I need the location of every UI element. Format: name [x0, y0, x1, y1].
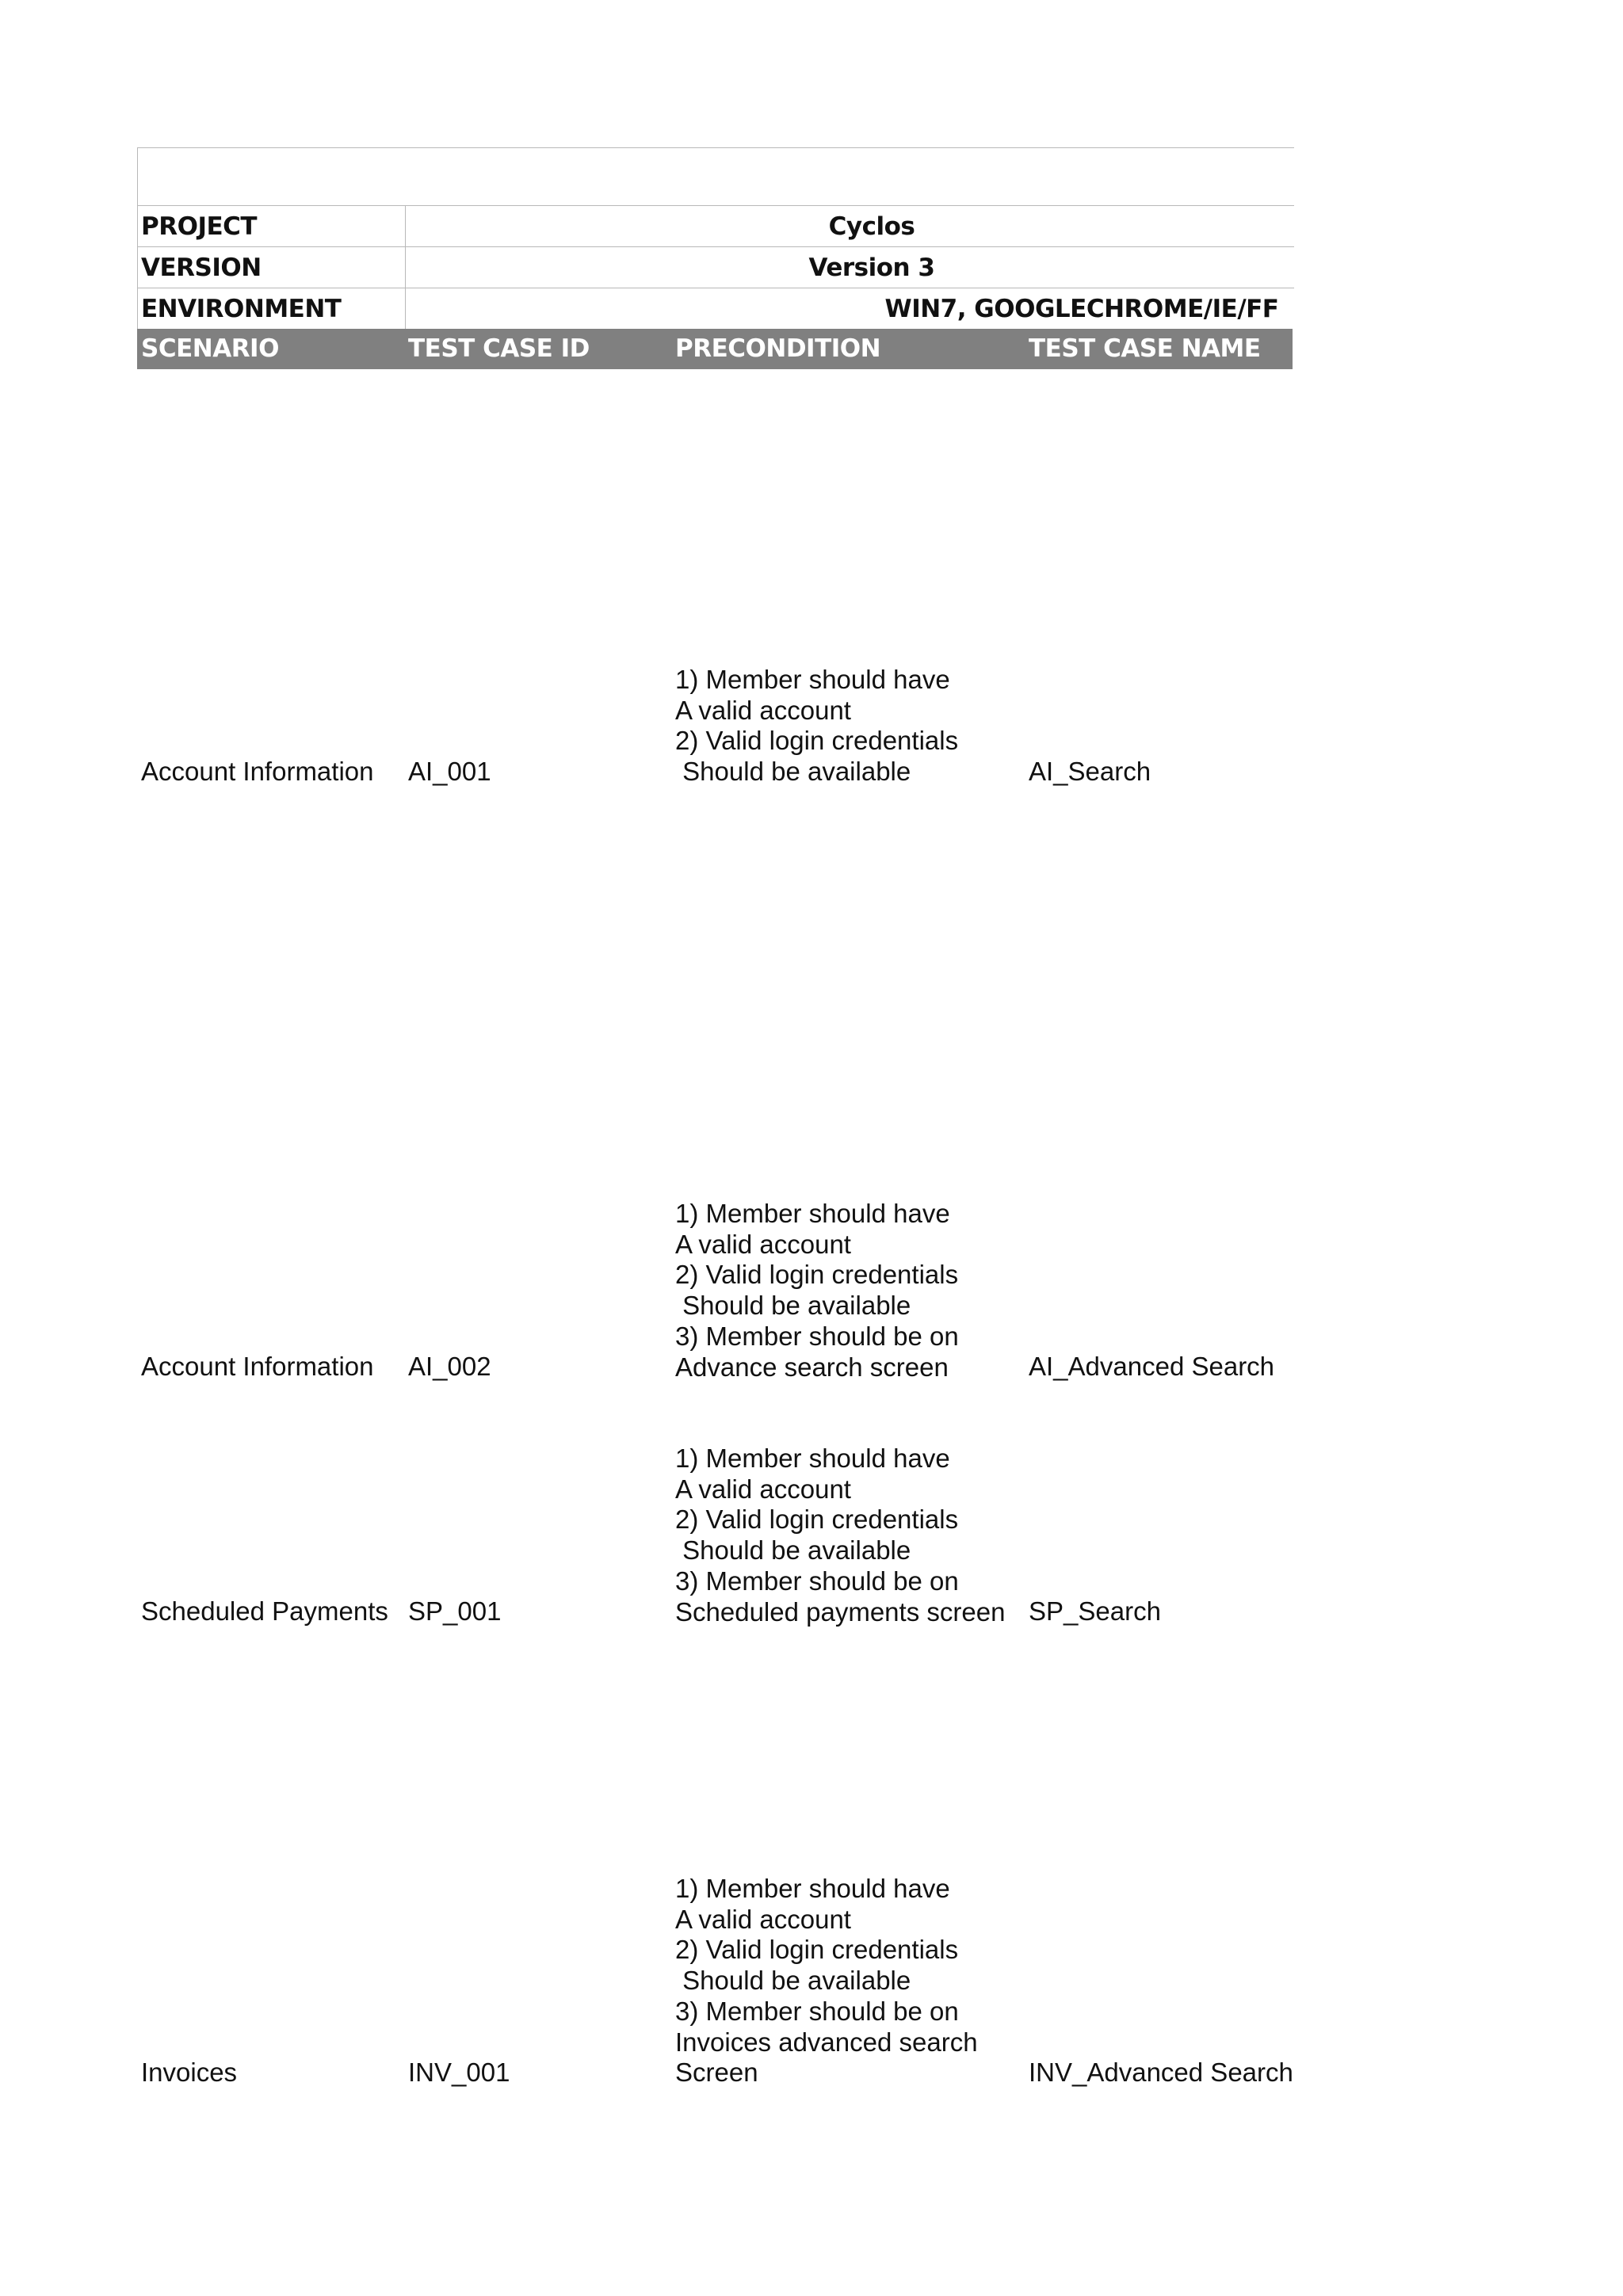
- row-1-precondition: 1) Member should have A valid account 2) Valid login credentials Should be available: [675, 665, 959, 787]
- row-2-scenario: Account Information: [141, 1352, 374, 1381]
- row-1-scenario: Account Information: [141, 757, 374, 786]
- row-4-test-case-id: INV_001: [408, 2058, 510, 2087]
- row-3-test-case-name: SP_Search: [1029, 1596, 1161, 1626]
- row-3-test-case-id: SP_001: [408, 1596, 502, 1626]
- header-scenario: SCENARIO: [141, 334, 279, 363]
- project-value: Cyclos: [828, 212, 915, 241]
- environment-label: ENVIRONMENT: [141, 295, 342, 323]
- row-2-test-case-id: AI_002: [408, 1352, 491, 1381]
- version-label: VERSION: [141, 254, 262, 282]
- row-4-test-case-name: INV_Advanced Search: [1029, 2058, 1293, 2087]
- row-1-test-case-name: AI_Search: [1029, 757, 1151, 786]
- row-4-scenario: Invoices: [141, 2058, 238, 2087]
- grid-line: [137, 147, 138, 329]
- row-4-precondition: 1) Member should have A valid account 2) Valid login credentials Should be available 3) Member should be on Invoices advanced search Screen: [675, 1874, 978, 2088]
- project-label: PROJECT: [141, 212, 258, 241]
- row-3-precondition: 1) Member should have A valid account 2) Valid login credentials Should be available 3) Member should be on Scheduled payments screen: [675, 1444, 1006, 1627]
- row-3-scenario: Scheduled Payments: [141, 1596, 388, 1626]
- header-test-case-name: TEST CASE NAME: [1029, 334, 1261, 363]
- environment-value: WIN7, GOOGLECHROME/IE/FF: [884, 295, 1279, 323]
- grid-line: [405, 205, 406, 329]
- grid-line: [137, 147, 1294, 148]
- row-2-test-case-name: AI_Advanced Search: [1029, 1352, 1275, 1381]
- header-test-case-id: TEST CASE ID: [408, 334, 590, 363]
- version-value: Version 3: [808, 254, 935, 282]
- row-2-precondition: 1) Member should have A valid account 2) Valid login credentials Should be available 3) Member should be on Advance search screen: [675, 1199, 959, 1382]
- header-precondition: PRECONDITION: [675, 334, 881, 363]
- row-1-test-case-id: AI_001: [408, 757, 491, 786]
